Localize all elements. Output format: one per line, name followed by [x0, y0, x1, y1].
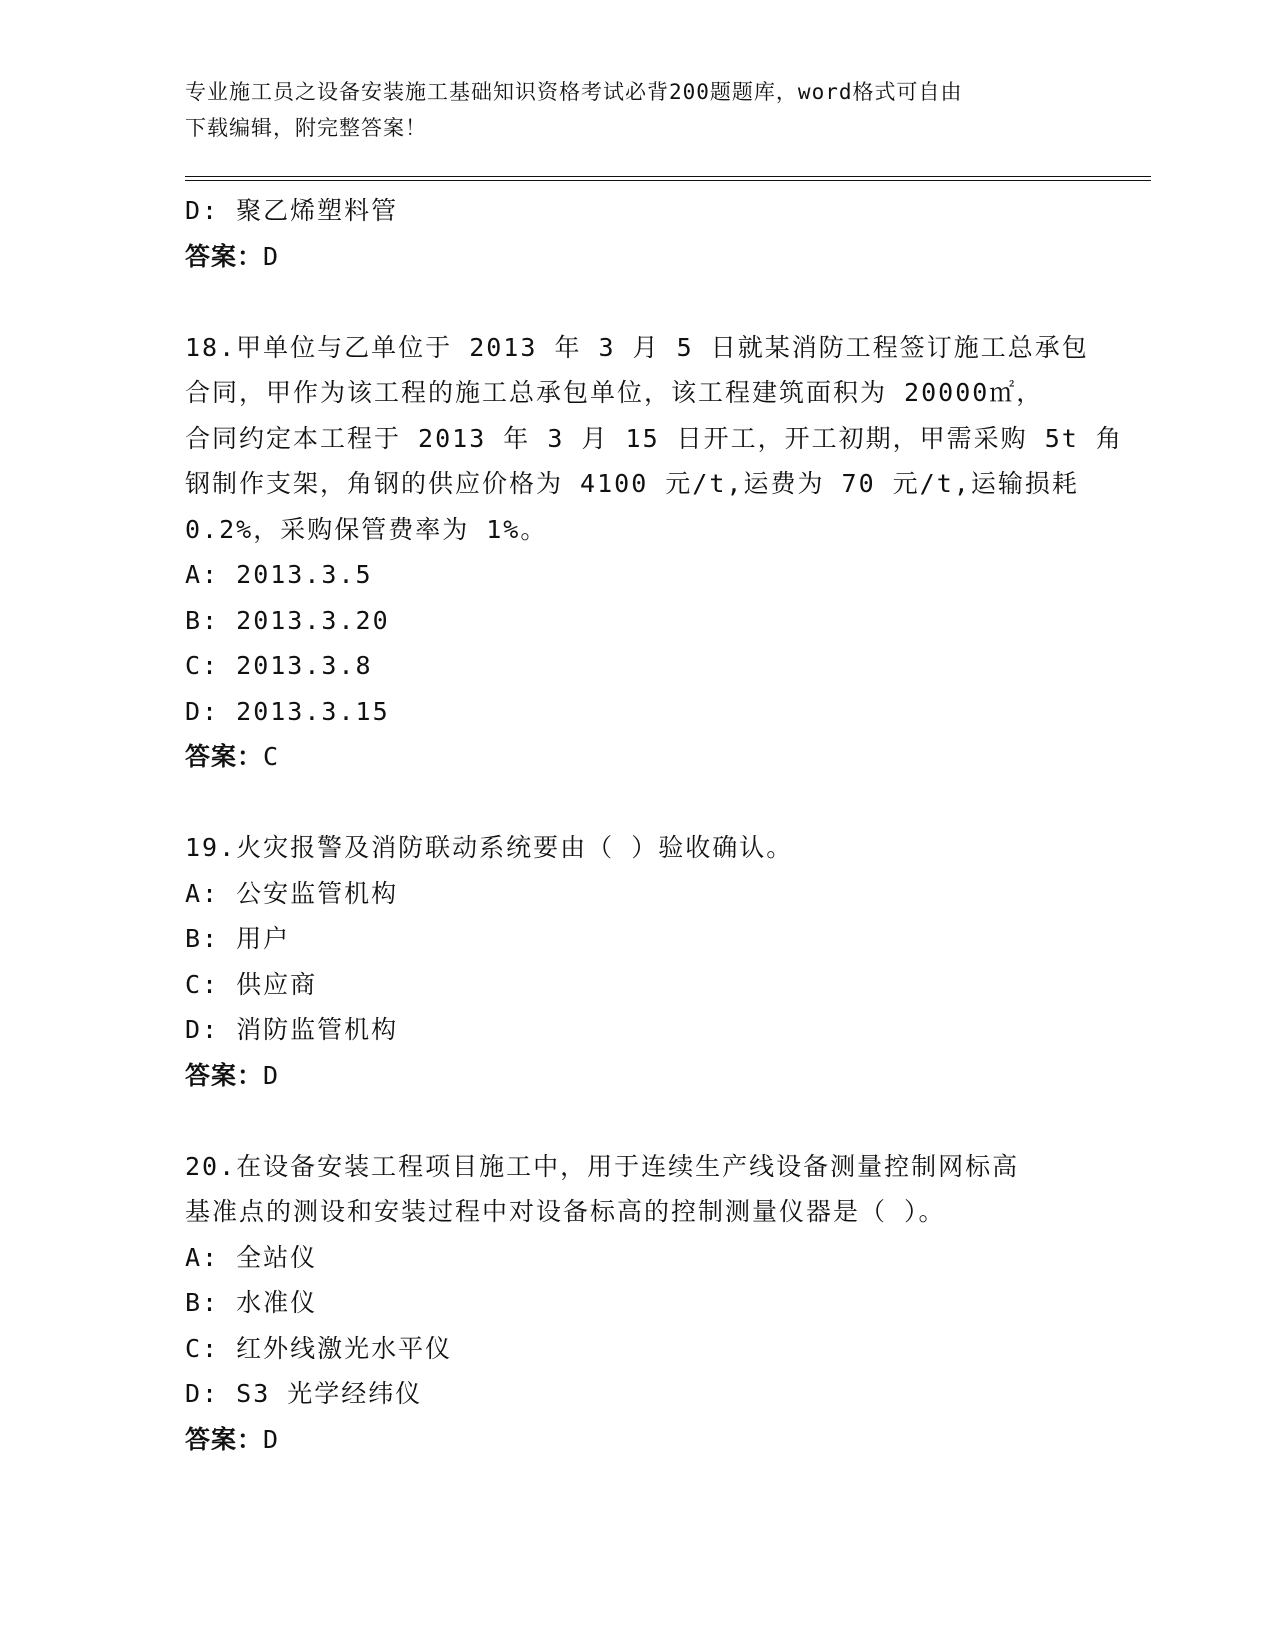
question-text-line: 合同，甲作为该工程的施工总承包单位，该工程建筑面积为 20000㎡，	[185, 378, 1044, 407]
question-text-line: 19.火灾报警及消防联动系统要由（ ）验收确认。	[185, 833, 794, 862]
question-20	[185, 1144, 1085, 1463]
answer-line	[185, 1417, 1085, 1463]
question-18	[185, 325, 1123, 780]
answer-label: 答案：	[185, 742, 264, 771]
answer-label: 答案：	[185, 241, 264, 271]
header-line-1: 专业施工员之设备安装施工基础知识资格考试必背200题题库，word格式可自由	[185, 80, 963, 104]
option-d: D: 2013.3.15	[185, 696, 390, 726]
answer-value: D	[263, 1424, 280, 1454]
answer-label: 答案：	[185, 1060, 264, 1090]
option-c: C: 2013.3.8	[185, 651, 373, 680]
option-b: B: 水准仪	[185, 1288, 318, 1317]
answer-label: 答案：	[185, 1424, 264, 1454]
answer-value: D	[263, 1060, 280, 1090]
question-text-line: 20.在设备安装工程项目施工中，用于连续生产线设备测量控制网标高	[185, 1151, 1020, 1181]
option-c: C: 红外线激光水平仪	[185, 1333, 453, 1363]
spacer	[185, 1098, 1085, 1144]
question-text-line: 基准点的测设和安装过程中对设备标高的控制测量仪器是（ ）。	[185, 1197, 946, 1226]
option-a: A: 公安监管机构	[185, 878, 399, 908]
question-text-line: 18.甲单位与乙单位于 2013 年 3 月 5 日就某消防工程签订施工总承包	[185, 332, 1089, 362]
question-19	[185, 825, 1085, 1098]
document-body	[185, 188, 1123, 1462]
question-text-line: 合同约定本工程于 2013 年 3 月 15 日开工，开工初期，甲需采购 5t 角	[185, 423, 1123, 453]
option-d: D: 消防监管机构	[185, 1015, 399, 1044]
option-c: C: 供应商	[185, 969, 318, 999]
answer-line	[185, 1053, 1085, 1099]
spacer	[185, 279, 1085, 325]
header-line-2: 下载编辑，附完整答案！	[185, 116, 427, 140]
question-text-line: 0.2%，采购保管费率为 1%。	[185, 514, 548, 544]
prev-question	[185, 188, 1085, 279]
answer-line	[185, 734, 1085, 780]
spacer	[185, 780, 1085, 826]
answer-value: D	[263, 241, 280, 271]
page-header	[185, 74, 1065, 146]
option-a: A: 2013.3.5	[185, 560, 373, 589]
question-text-line: 钢制作支架，角钢的供应价格为 4100 元/t,运费为 70 元/t,运输损耗	[185, 469, 1079, 498]
option-d: D: 聚乙烯塑料管	[185, 196, 399, 225]
option-d: D: S3 光学经纬仪	[185, 1379, 423, 1408]
option-a: A: 全站仪	[185, 1242, 318, 1272]
answer-line	[185, 234, 1085, 280]
answer-value: C	[263, 742, 280, 771]
option-b: B: 用户	[185, 924, 291, 953]
header-double-rule	[185, 176, 1151, 181]
option-b: B: 2013.3.20	[185, 605, 390, 635]
